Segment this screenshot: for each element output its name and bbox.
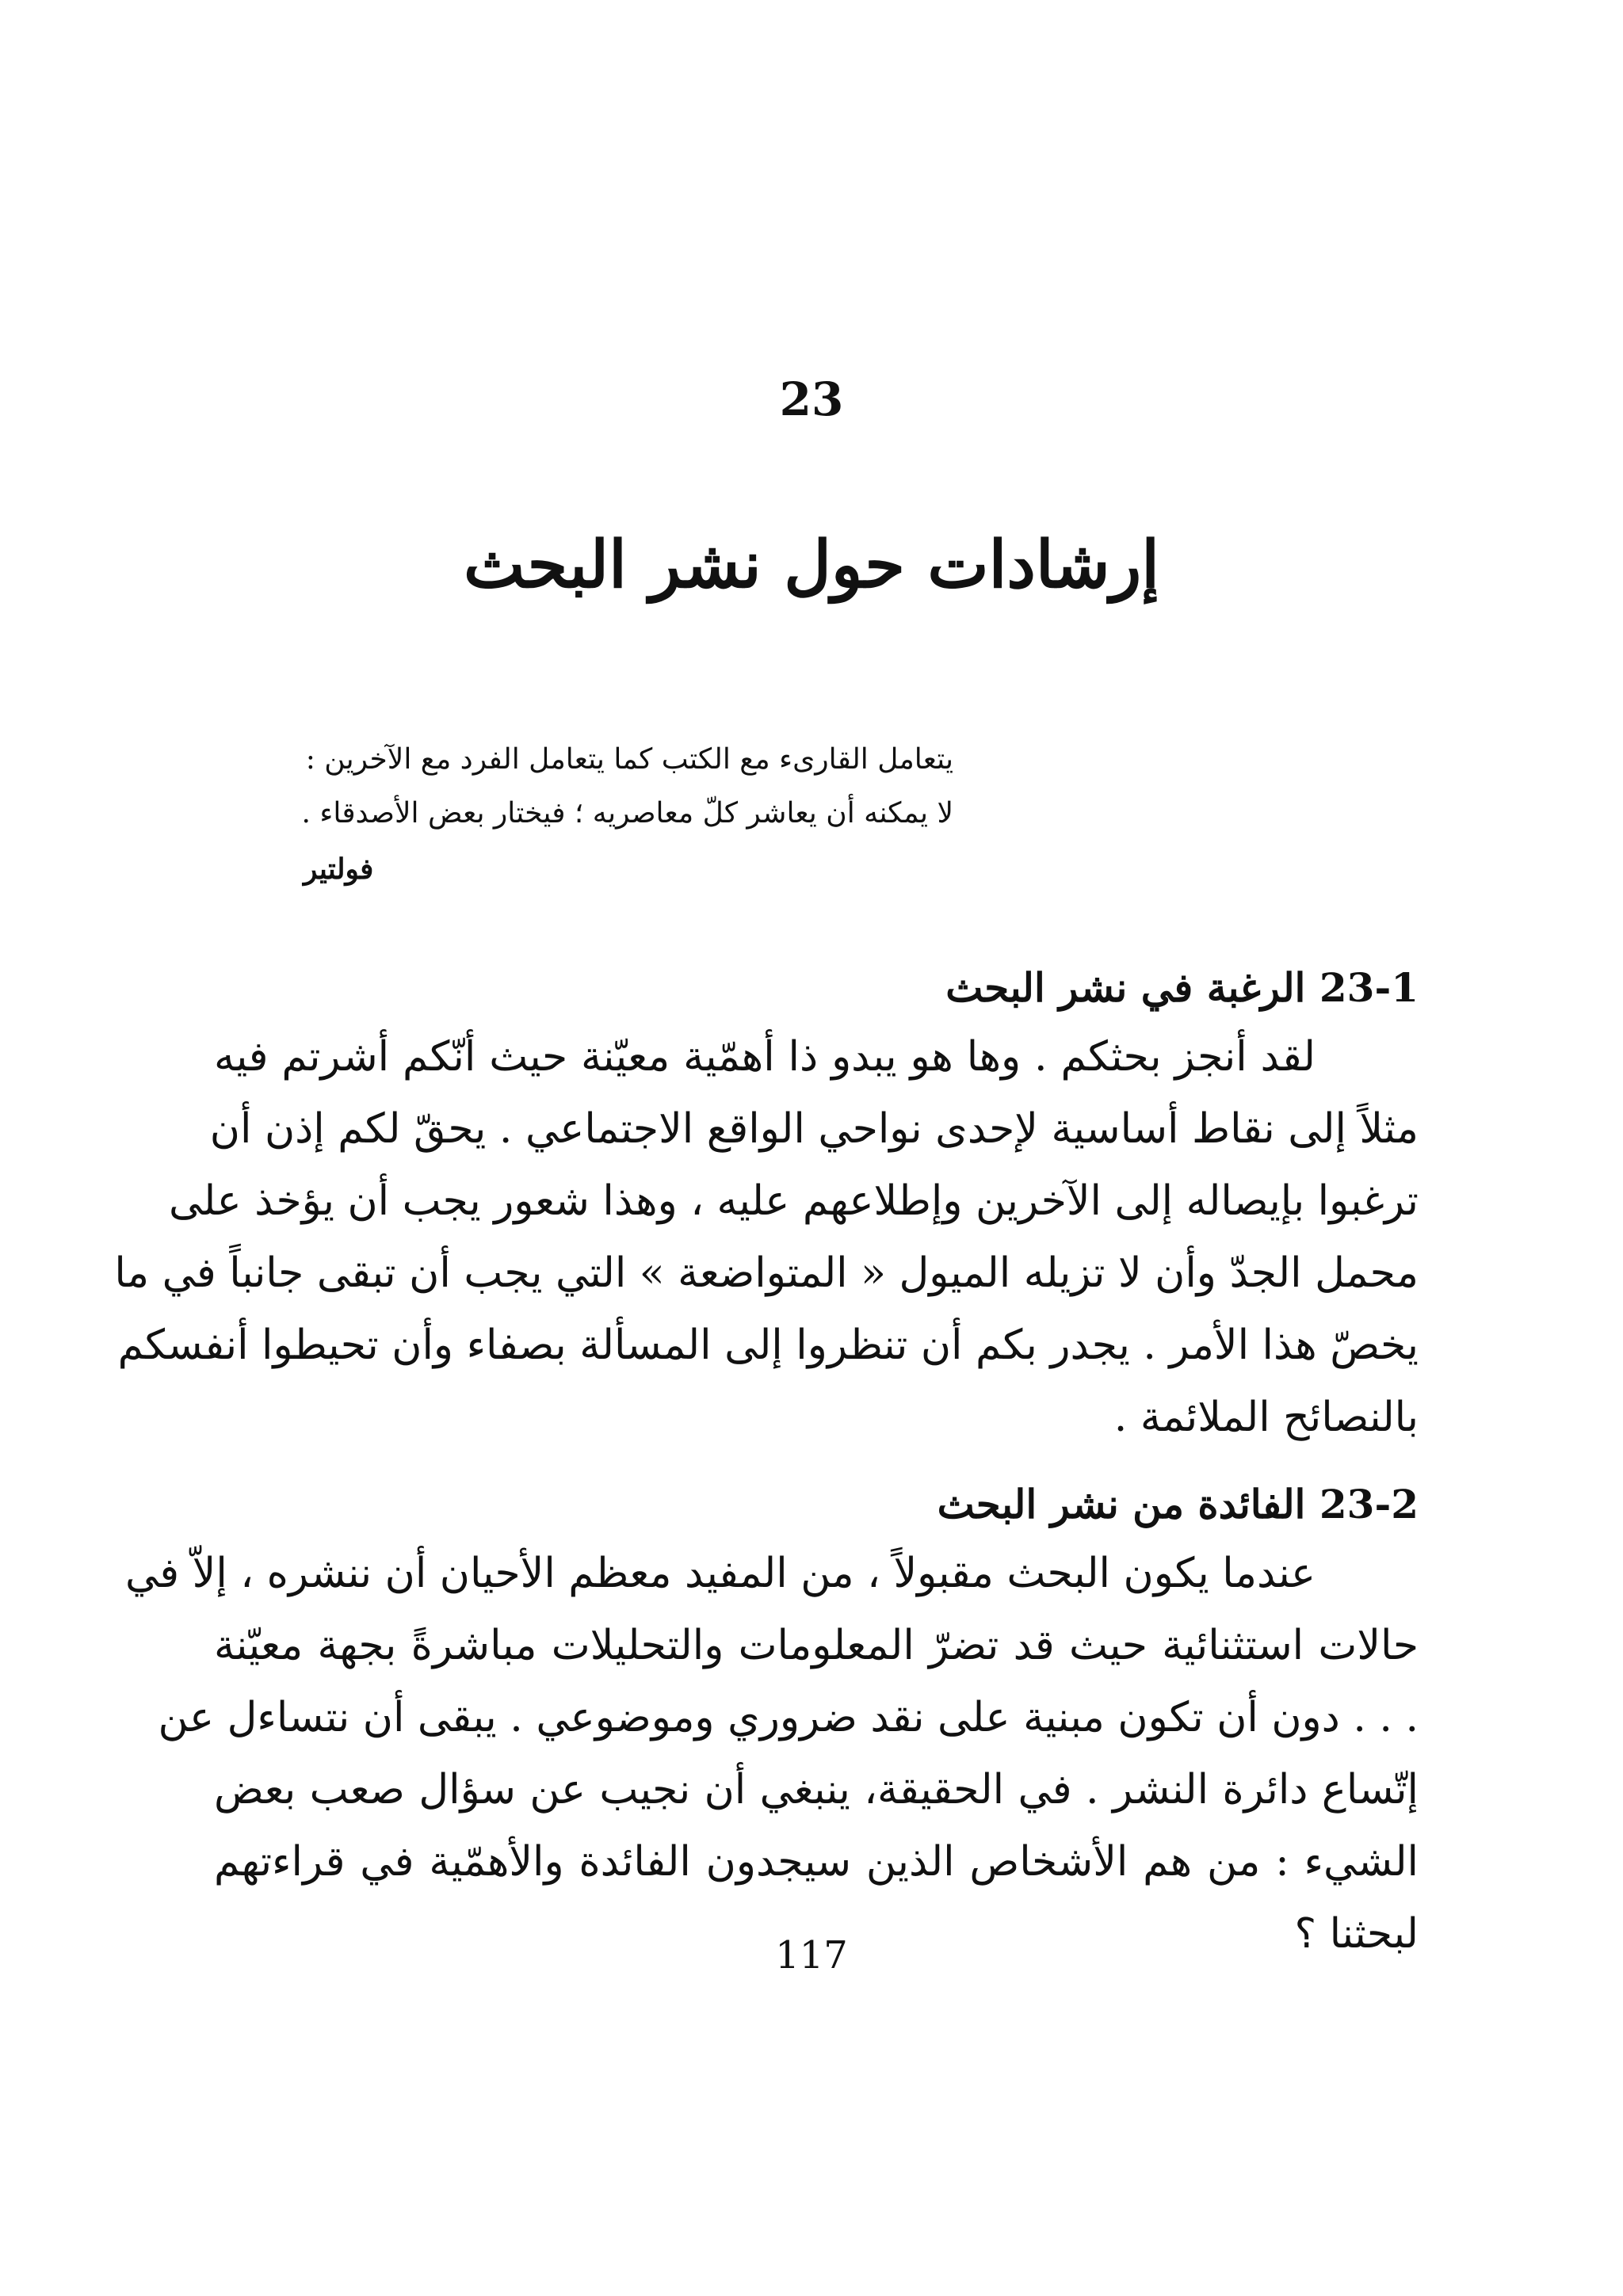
section-title: الرغبة في نشر البحث <box>945 964 1306 1011</box>
section-desire-to-publish <box>114 955 1419 1454</box>
paragraph-line: حالات استثنائية حيث قد تضرّ المعلومات والتحليلات مباشرةً بجهة معيّنة <box>214 1622 1419 1669</box>
epigraph <box>301 733 953 896</box>
section-paragraph <box>114 1021 1419 1454</box>
paragraph-line: عندما يكون البحث مقبولاً ، من المفيد معظم الأحيان أن ننشره ، إلاّ في <box>124 1550 1316 1597</box>
section-heading <box>214 1471 1419 1538</box>
paragraph-line: لبحثنا ؟ <box>1294 1910 1419 1958</box>
section-paragraph <box>124 1538 1419 1970</box>
paragraph-line: الشيء : من هم الأشخاص الذين سيجدون الفائدة والأهمّية في قراءتهم <box>214 1838 1419 1886</box>
paragraph-line: ترغبوا بإيصاله إلى الآخرين وإطلاعهم عليه ، وهذا شعور يجب أن يؤخذ على <box>169 1177 1419 1225</box>
epigraph-author: فولتير <box>304 852 374 886</box>
section-number: 23-1 <box>1319 964 1419 1011</box>
chapter-title: إرشادات حول نشر البحث <box>463 527 1160 603</box>
paragraph-line: مثلاً إلى نقاط أساسية لإحدى نواحي الواقع الاجتماعي . يحقّ لكم إذن أن <box>209 1105 1419 1153</box>
paragraph-line: بالنصائح الملائمة . <box>1113 1394 1419 1441</box>
chapter-number: 23 <box>779 372 844 426</box>
section-number: 23-2 <box>1319 1481 1419 1527</box>
section-title: الفائدة من نشر البحث <box>937 1481 1306 1527</box>
paragraph-line: يخصّ هذا الأمر . يجدر بكم أن تنظروا إلى المسألة بصفاء وأن تحيطوا أنفسكم <box>117 1322 1419 1369</box>
main-content <box>114 955 1419 1988</box>
paragraph-line: محمل الجدّ وأن لا تزيله الميول « المتواضعة » التي يجب أن تبقى جانباً في ما <box>114 1249 1419 1297</box>
paragraph-line: لقد أنجز بحثكم . وها هو يبدو ذا أهمّية معيّنة حيث أنّكم أشرتم فيه <box>214 1033 1316 1081</box>
epigraph-line: يتعامل القارىء مع الكتب كما يتعامل الفرد مع الآخرين : <box>305 743 953 776</box>
paragraph-line: إتّساع دائرة النشر . في الحقيقة، ينبغي أن نجيب عن سؤال صعب بعض <box>214 1766 1419 1814</box>
section-benefit-of-publishing <box>124 1471 1419 1970</box>
epigraph-line: لا يمكنه أن يعاشر كلّ معاصريه ؛ فيختار بعض الأصدقاء . <box>301 797 953 830</box>
section-heading <box>214 955 1419 1021</box>
page-number: 117 <box>775 1933 848 1978</box>
paragraph-line: . . . دون أن تكون مبنية على نقد ضروري وموضوعي . يبقى أن نتساءل عن <box>158 1694 1419 1741</box>
